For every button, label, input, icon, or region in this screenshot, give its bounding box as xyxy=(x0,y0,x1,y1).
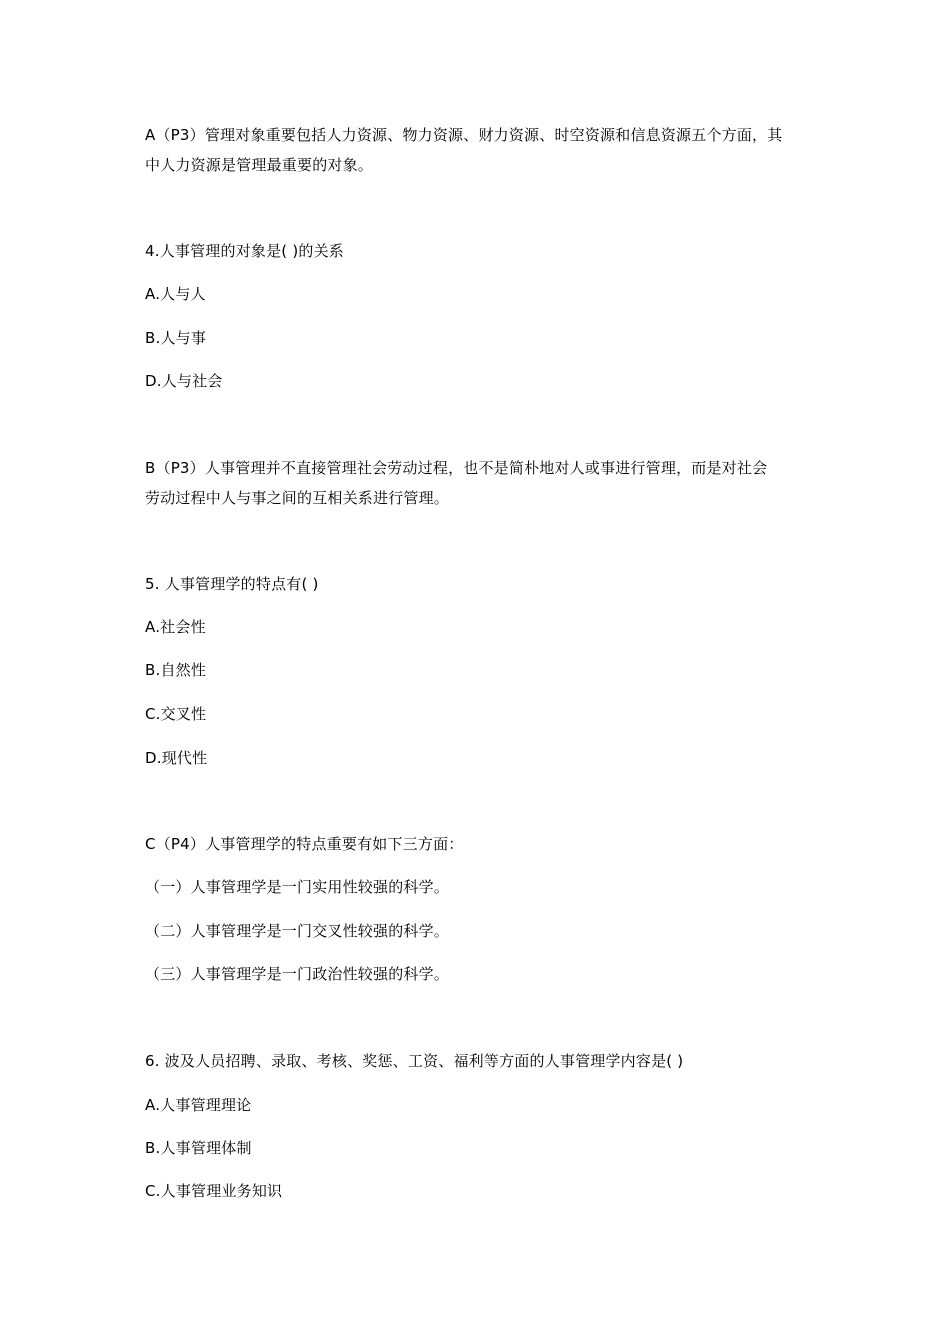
answer-5-point-1: （一）人事管理学是一门实用性较强的科学。 xyxy=(145,878,450,896)
question-6-option-c: C.人事管理业务知识 xyxy=(145,1182,283,1200)
question-6-stem: 6. 波及人员招聘、录取、考核、奖惩、工资、福利等方面的人事管理学内容是( ) xyxy=(145,1052,684,1070)
question-6-option-a: A.人事管理理论 xyxy=(145,1096,252,1114)
question-6-option-b: B.人事管理体制 xyxy=(145,1139,252,1157)
question-4-option-b: B.人与事 xyxy=(145,329,207,347)
question-4-option-a: A.人与人 xyxy=(145,285,206,303)
question-5-option-c: C.交叉性 xyxy=(145,705,207,723)
question-5-option-a: A.社会性 xyxy=(145,618,206,636)
answer-5-intro: C（P4）人事管理学的特点重要有如下三方面： xyxy=(145,835,464,853)
answer-5-point-2: （二）人事管理学是一门交叉性较强的科学。 xyxy=(145,922,450,940)
question-4-stem: 4.人事管理的对象是( )的关系 xyxy=(145,242,344,260)
answer-3-line-1: A（P3）管理对象重要包括人力资源、物力资源、财力资源、时空资源和信息资源五个方面，其 xyxy=(145,126,783,144)
answer-4-line-2: 劳动过程中人与事之间的互相关系进行管理。 xyxy=(145,489,450,507)
question-5-stem: 5. 人事管理学的特点有( ) xyxy=(145,575,319,593)
answer-5-point-3: （三）人事管理学是一门政治性较强的科学。 xyxy=(145,965,450,983)
question-5-option-d: D.现代性 xyxy=(145,749,208,767)
answer-4-line-1: B（P3）人事管理并不直接管理社会劳动过程，也不是简朴地对人或事进行管理，而是对社会 xyxy=(145,459,768,477)
question-4-option-d: D.人与社会 xyxy=(145,372,223,390)
answer-3-line-2: 中人力资源是管理最重要的对象。 xyxy=(145,156,374,174)
question-5-option-b: B.自然性 xyxy=(145,661,207,679)
